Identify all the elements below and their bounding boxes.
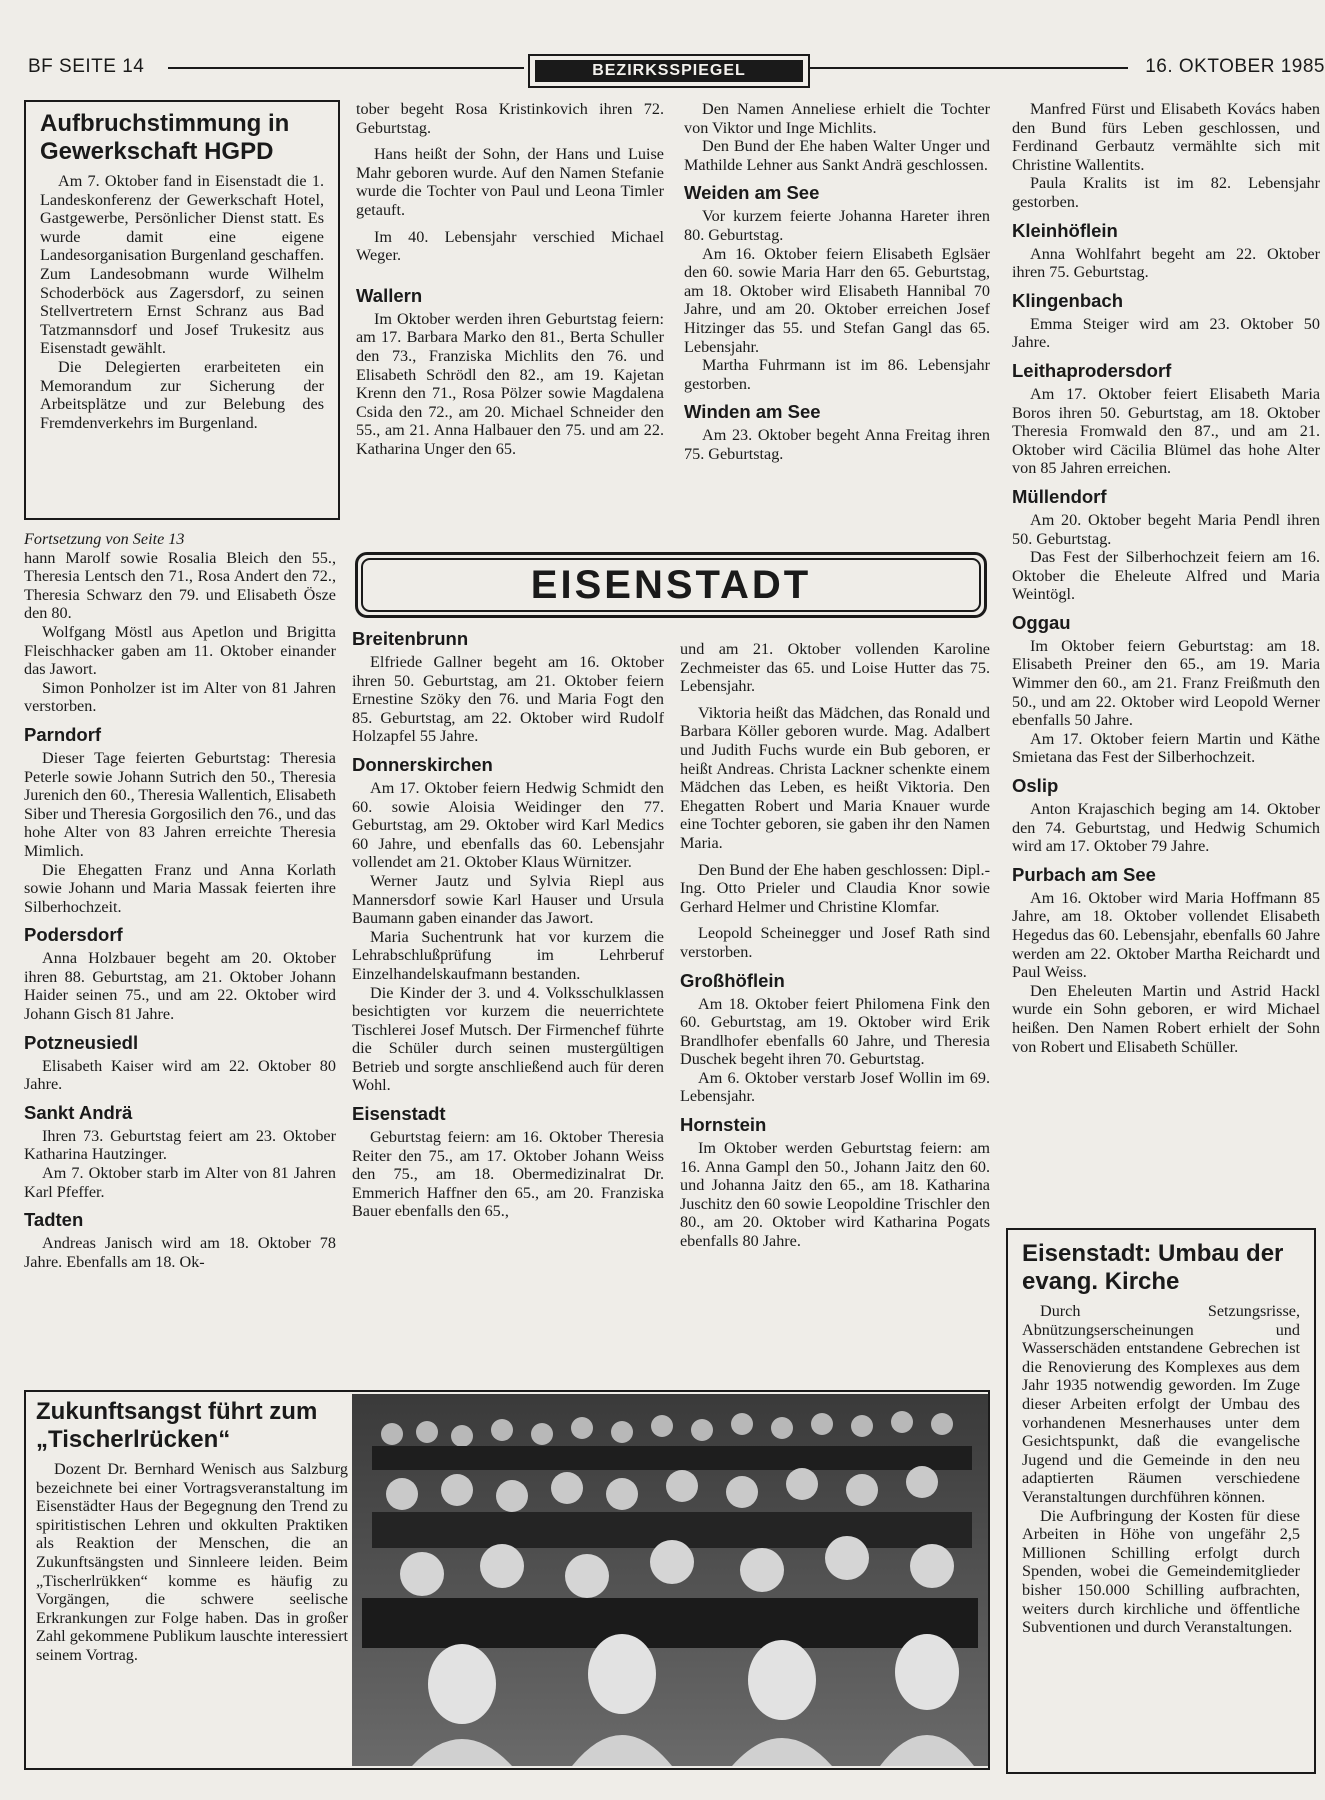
column-3-bottom [680, 640, 990, 1251]
header-rule-left [168, 67, 524, 69]
paragraph: Am 20. Oktober begeht Maria Pendl ihren 50. Geburtstag. [1012, 510, 1320, 548]
column-3-top [684, 100, 990, 464]
heading-klingenbach: Klingenbach [1012, 289, 1124, 311]
article-box-kirche [1006, 1228, 1316, 1774]
heading-weiden-am-see: Weiden am See [684, 182, 820, 204]
heading-tadten: Tadten [24, 1209, 84, 1231]
paragraph: Den Bund der Ehe haben geschlossen: Dipl.-Ing. Otto Prieler und Claudia Knor sowie Gerhard Helmer und Christine Klomfar. [680, 860, 990, 916]
paragraph: Wolfgang Möstl aus Apetlon und Brigitta Fleischhacker gaben am 11. Oktober einander das Jawort. [24, 622, 336, 679]
heading-wallern: Wallern [356, 284, 423, 306]
paragraph: Den Eheleuten Martin und Astrid Hackl wurde ein Sohn geboren, er wird Michael heißen. Den Namen Robert erhielt der Sohn von Robert und Elisabeth Schüller. [1012, 981, 1320, 1056]
paragraph: Ihren 73. Geburtstag feiert am 23. Oktober Katharina Hautzinger. [24, 1126, 336, 1164]
paragraph: Elisabeth Kaiser wird am 22. Oktober 80 Jahre. [24, 1056, 336, 1094]
heading-oslip: Oslip [1012, 775, 1059, 797]
heading-winden-am-see: Winden am See [684, 401, 821, 423]
paragraph: Geburtstag feiern: am 16. Oktober Theresia Reiter den 75., am 17. Oktober Johann Weiss den 75., am 18. Obermedizinalrat Dr. Emmerich Haffner den 65., am 20. Franziska Bauer ebenfalls den 65., [352, 1128, 664, 1221]
issue-date: 16. OKTOBER 1985 [1145, 56, 1325, 77]
heading-sankt-andrae: Sankt Andrä [24, 1101, 133, 1123]
paragraph: Den Bund der Ehe haben Walter Unger und Mathilde Lehner aus Sankt Andrä geschlossen. [684, 137, 990, 174]
paragraph: Vor kurzem feierte Johanna Hareter ihren 80. Geburtstag. [684, 207, 990, 244]
paragraph: Die Delegierten erarbeiteten ein Memorandum zur Sicherung der Arbeitsplätze und zur Belebung des Fremdenverkehrs im Burgenland. [40, 357, 324, 432]
paragraph: Die Aufbringung der Kosten für diese Arbeiten in Höhe von ungefähr 2,5 Millionen Schilling erfolgt durch Spenden, wobei die Gemeindemitglieder bisher 150.000 Schilling aufbrachten, weiters durch kirchliche und öffentliche Subventionen und durch Veranstaltungen. [1022, 1506, 1300, 1637]
article-title-tischerlruecken: Zukunftsangst führt zum „Tischerlrücken“ [36, 1398, 318, 1453]
paragraph: Dieser Tage feierten Geburtstag: Theresia Peterle sowie Johann Sutrich den 50., Theresia Jurenich den 60., Theresia Wallentich, Elisabeth Siber und Theresia Gorgosilich den 76., und das hohe Alter von 83 Jahren erreichte Theresia Mimlich. [24, 748, 336, 860]
paragraph: Simon Ponholzer ist im Alter von 81 Jahren verstorben. [24, 678, 336, 716]
paragraph: Durch Setzungsrisse, Abnützungserscheinungen und Wasserschäden entstandene Gebrechen ist die Renovierung des Komplexes aus dem Jahr 1935 notwendig geworden. Im Zuge dieser Arbeiten erfolgt der Umbau des vorhandenen Mesnerhauses unter dem Gesichtspunkt, daß die evangelische Jugend und die Gemeinde in den neu adaptierten Räumen verschiedene Veranstaltungen durchführen können. [1022, 1302, 1300, 1506]
paragraph: und am 21. Oktober vollenden Karoline Zechmeister das 65. und Loise Hutter das 75. Lebensjahr. [680, 640, 990, 696]
heading-eisenstadt: Eisenstadt [352, 1103, 446, 1125]
paragraph: Elfriede Gallner begeht am 16. Oktober ihren 50. Geburtstag, am 21. Oktober feiern Ernestine Szöky den 76. und Maria Fogt den 85. Geburtstag, am 22. Oktober wird Rudolf Holzapfel 55 Jahre. [352, 653, 664, 746]
paragraph: Martha Fuhrmann ist im 86. Lebensjahr gestorben. [684, 356, 990, 393]
paragraph: Am 16. Oktober feiern Elisabeth Eglsäer den 60. sowie Maria Harr den 65. Geburtstag, am 18. Oktober wird Elisabeth Hannibal 70 Jahre, und am 20. Oktober erreichen Josef Hitzinger das 55. und Stefan Gangl das 65. Lebensjahr. [684, 244, 990, 356]
article-title-hgpd: Aufbruchstimmung in Gewerkschaft HGPD [40, 110, 290, 165]
paragraph: hann Marolf sowie Rosalia Bleich den 55., Theresia Lentsch den 71., Rosa Andert den 72., Theresia Schwarz den 79. und Elisabeth Ösze den 80. [24, 548, 336, 623]
heading-breitenbrunn: Breitenbrunn [352, 628, 469, 649]
paragraph: Emma Steiger wird am 23. Oktober 50 Jahre. [1012, 314, 1320, 352]
column-2-top [356, 100, 664, 459]
audience-photo [352, 1394, 988, 1766]
paragraph: Manfred Fürst und Elisabeth Kovács haben den Bund fürs Leben geschlossen, und Ferdinand Gerbautz vermählte sich mit Christine Wallentits. [1012, 100, 1320, 174]
page-label: BF SEITE 14 [28, 56, 145, 77]
paragraph: Am 17. Oktober feiern Martin und Käthe Smietana das Fest der Silberhochzeit. [1012, 729, 1320, 767]
heading-purbach-am-see: Purbach am See [1012, 863, 1156, 885]
paragraph: Am 18. Oktober feiert Philomena Fink den 60. Geburtstag, am 19. Oktober wird Erik Brandlhofer ebenfalls 60 Jahre, und Theresia Duschek begeht ihren 70. Geburtstag. [680, 994, 990, 1069]
heading-muellendorf: Müllendorf [1012, 485, 1107, 507]
paragraph: Anna Wohlfahrt begeht am 22. Oktober ihren 75. Geburtstag. [1012, 244, 1320, 282]
paragraph: Paula Kralits ist im 82. Lebensjahr gestorben. [1012, 174, 1320, 211]
paragraph: Am 6. Oktober verstarb Josef Wollin im 69. Lebensjahr. [680, 1068, 990, 1106]
heading-oggau: Oggau [1012, 611, 1071, 633]
paragraph: Im Oktober werden Geburtstag feiern: am 16. Anna Gampl den 50., Johann Jaitz den 60. und Johanna Jaitz den 65., am 18. Katharina Juschitz den 60 sowie Leopoldine Trischler den 80., am 20. Oktober wird Katharina Pogats ebenfalls 80 Jahre. [680, 1139, 990, 1251]
heading-grosshoeflein: Großhöflein [680, 969, 785, 991]
paragraph: Maria Suchentrunk hat vor kurzem die Lehrabschlußprüfung im Lehrberuf Einzelhandelskaufmann bestanden. [352, 927, 664, 983]
article-title-kirche: Eisenstadt: Umbau der evang. Kirche [1022, 1240, 1284, 1295]
section-title-box [528, 54, 810, 88]
section-title: BEZIRKSSPIEGEL [535, 60, 803, 82]
paragraph: Dozent Dr. Bernhard Wenisch aus Salzburg bezeichnete bei einer Vortragsveranstaltung im Eisenstädter Haus der Begegnung den Trend zu spiritistischen Lehren und okkulten Praktiken als Reaktion der Menschen, die an Zukunftsängsten und Sinnleere leiden. Beim „Tischerlrükken“ komme es häufig zu Vorgängen, die schwere seelische Erkrankungen zur Folge haben. Das in großer Zahl gekommene Publikum lauschte interessiert seinem Vortrag. [36, 1460, 348, 1664]
heading-parndorf: Parndorf [24, 723, 102, 745]
paragraph: Das Fest der Silberhochzeit feiern am 16. Oktober die Eheleute Alfred und Maria Weintögl. [1012, 548, 1320, 604]
continuation-label: Fortsetzung von Seite 13 [24, 530, 185, 548]
paragraph: Den Namen Anneliese erhielt die Tochter von Viktor und Inge Michlits. [684, 100, 990, 137]
paragraph: Leopold Scheinegger und Josef Rath sind verstorben. [680, 924, 990, 961]
paragraph: Am 23. Oktober begeht Anna Freitag ihren 75. Geburtstag. [684, 426, 990, 463]
paragraph: Im Oktober feiern Geburtstag: am 18. Elisabeth Preiner den 65., am 19. Maria Wimmer den 60., am 21. Franz Freißmuth den 50., und am 22. Oktober wird Leopold Werner ebenfalls 50 Jahre. [1012, 636, 1320, 730]
paragraph: Am 7. Oktober starb im Alter von 81 Jahren Karl Pfeffer. [24, 1164, 336, 1201]
article-box-hgpd [24, 100, 340, 520]
paragraph: Anna Holzbauer begeht am 20. Oktober ihren 88. Geburtstag, am 21. Oktober Johann Haider seinen 75., und am 22. Oktober wird Johann Gisch 81 Jahre. [24, 949, 336, 1024]
heading-hornstein: Hornstein [680, 1114, 767, 1136]
heading-kleinhoeflein: Kleinhöflein [1012, 219, 1118, 241]
heading-podersdorf: Podersdorf [24, 924, 123, 946]
paragraph: Am 17. Oktober feiern Hedwig Schmidt den 60. sowie Aloisia Weidinger den 77. Geburtstag, am 29. Oktober wird Karl Medics 60 Jahre, und ebenfalls das 60. Lebensjahr vollendet am 21. Oktober Klaus Würnitzer. [352, 778, 664, 872]
audience-illustration [352, 1394, 988, 1766]
paragraph: Im 40. Lebensjahr verschied Michael Weger. [356, 227, 664, 265]
heading-potzneusiedl: Potzneusiedl [24, 1031, 139, 1053]
paragraph: Am 7. Oktober fand in Eisenstadt die 1. Landeskonferenz der Gewerkschaft Hotel, Gastgewerbe, Persönlicher Dienst statt. Es wurde damit eine eigene Landesorganisation Burgenland geschaffen. Zum Landesobmann wurde Wilhelm Schoderböck aus Zagersdorf, zu seinen Stellvertretern Ernst Schranz aus Bad Tatzmannsdorf und Josef Trukesitz aus Eisenstadt gewählt. [40, 172, 324, 358]
heading-donnerskirchen: Donnerskirchen [352, 753, 493, 775]
city-banner-title: EISENSTADT [361, 558, 981, 612]
column-4 [1012, 100, 1320, 1056]
paragraph: Andreas Janisch wird am 18. Oktober 78 Jahre. Ebenfalls am 18. Ok- [24, 1234, 336, 1271]
column-1 [24, 530, 336, 1271]
paragraph: tober begeht Rosa Kristinkovich ihren 72. Geburtstag. [356, 100, 664, 137]
paragraph: Die Ehegatten Franz und Anna Korlath sowie Johann und Maria Massak feierten ihre Silberhochzeit. [24, 860, 336, 916]
paragraph: Hans heißt der Sohn, der Hans und Luise Mahr geboren wurde. Auf den Namen Stefanie wurde die Tochter von Paul und Leona Timler getauft. [356, 145, 664, 219]
paragraph: Am 17. Oktober feiert Elisabeth Maria Boros ihren 50. Geburtstag, am 18. Oktober Theresia Fromwald den 87., und am 21. Oktober wird Cäcilia Blümel das hohe Alter von 85 Jahren erreichen. [1012, 384, 1320, 478]
paragraph: Im Oktober werden ihren Geburtstag feiern: am 17. Barbara Marko den 81., Berta Schuller den 73., Franziska Michlits den 76. und Elisabeth Schrödl den 82., am 19. Kajetan Krenn den 71., Rosa Pölzer sowie Magdalena Csida den 72., am 20. Michael Schneider den 55., am 21. Anna Halbauer den 75. und am 22. Katharina Unger den 65. [356, 309, 664, 458]
header-rule-right [810, 67, 1128, 69]
article-text-tischerlruecken [36, 1398, 348, 1665]
city-banner [355, 552, 987, 618]
heading-leithaprodersdorf: Leithaprodersdorf [1012, 359, 1172, 381]
paragraph: Am 16. Oktober wird Maria Hoffmann 85 Jahre, am 18. Oktober vollendet Elisabeth Hegedus das 60. Lebensjahr, ebenfalls 60 Jahre werden am 22. Oktober Martha Reichardt und Paul Weiss. [1012, 888, 1320, 982]
paragraph: Anton Krajaschich beging am 14. Oktober den 74. Geburtstag, und Hedwig Schumich wird am 17. Oktober 79 Jahre. [1012, 800, 1320, 856]
paragraph: Viktoria heißt das Mädchen, das Ronald und Barbara Köller geboren wurde. Mag. Adalbert und Judith Fuchs wurde ein Bub geboren, er heißt Andreas. Christa Lackner schenkte einem Mädchen das Leben, es heißt Viktoria. Den Ehegatten Robert und Maria Knauer wurde eine Tochter geboren, sie gaben ihr den Namen Maria. [680, 703, 990, 852]
paragraph: Die Kinder der 3. und 4. Volksschulklassen besichtigten vor kurzem die neuerrichtete Tischlerei Josef Mutsch. Der Firmenchef führte die Schüler durch seinen mustergültigen Betrieb und sorgte anschließend auch für deren Wohl. [352, 983, 664, 1095]
column-2-bottom [352, 628, 664, 1221]
paragraph: Werner Jautz und Sylvia Riepl aus Mannersdorf sowie Karl Hauser und Ursula Baumann gaben einander das Jawort. [352, 871, 664, 928]
